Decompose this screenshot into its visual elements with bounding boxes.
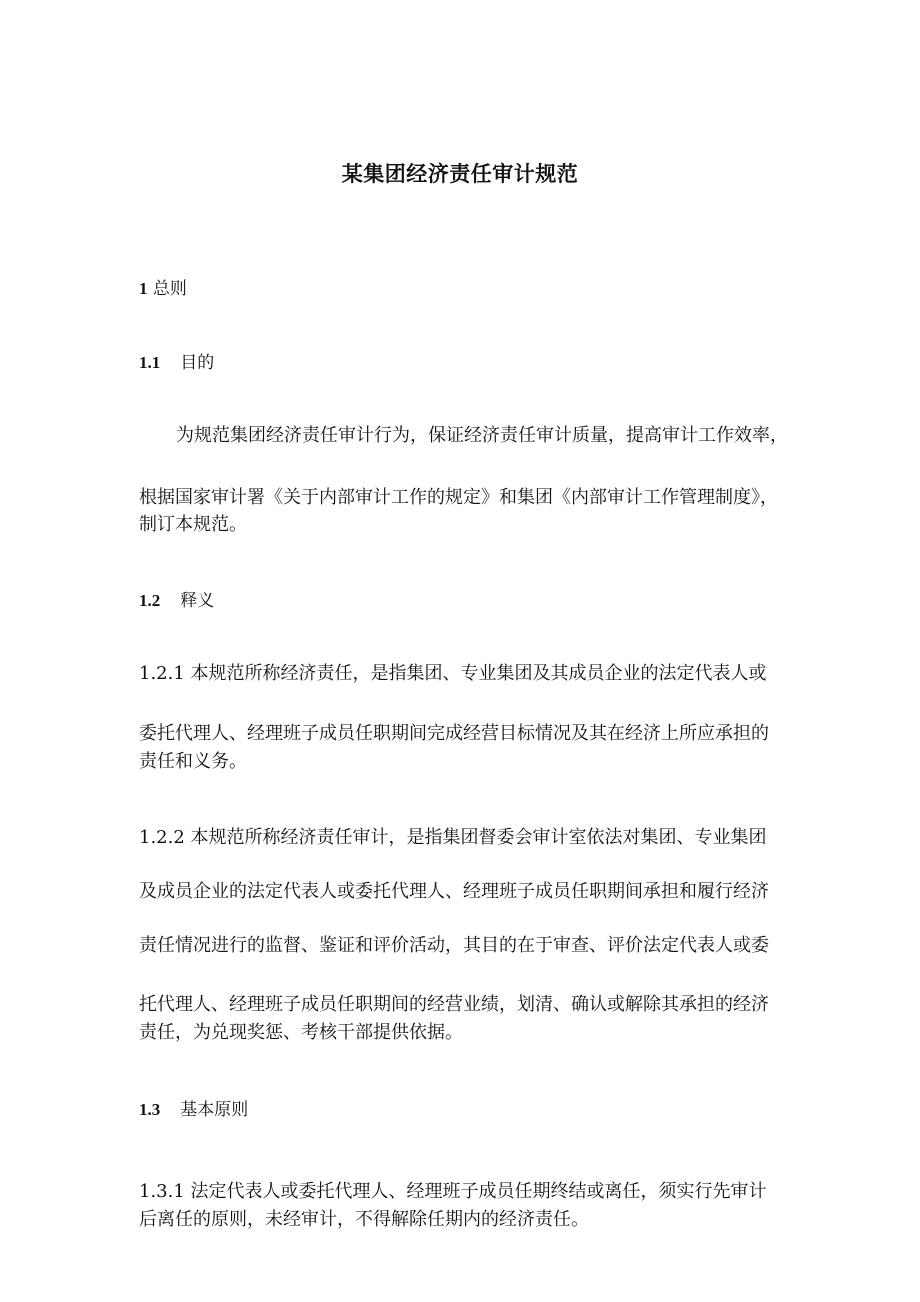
paragraph-line: 根据国家审计署《关于内部审计工作的规定》和集团《内部审计工作管理制度》， (139, 487, 778, 508)
section-heading-1-3 (139, 1099, 248, 1121)
section-number: 1.2 (139, 591, 161, 610)
paragraph-line: 责任和义务。 (139, 751, 247, 772)
section-number: 1.1 (139, 353, 161, 372)
section-number: 1 (139, 279, 148, 298)
paragraph-line: 后离任的原则，未经审计，不得解除任期内的经济责任。 (139, 1209, 589, 1230)
document-title: 某集团经济责任审计规范 (341, 162, 579, 186)
paragraph-line: 制订本规范。 (139, 514, 247, 535)
section-title: 释义 (180, 591, 215, 611)
paragraph-line: 1.2.2 本规范所称经济责任审计，是指集团督委会审计室依法对集团、专业集团 (139, 827, 767, 848)
section-title: 目的 (180, 353, 215, 373)
paragraph-line: 责任情况进行的监督、鉴证和评价活动，其目的在于审查、评价法定代表人或委 (139, 935, 769, 956)
section-heading-1 (139, 278, 187, 300)
section-title: 总则 (152, 279, 187, 299)
paragraph-line: 1.2.1 本规范所称经济责任，是指集团、专业集团及其成员企业的法定代表人或 (139, 663, 767, 684)
paragraph-line: 委托代理人、经理班子成员任职期间完成经营目标情况及其在经济上所应承担的 (139, 723, 769, 744)
paragraph-line: 责任，为兑现奖惩、考核干部提供依据。 (139, 1022, 463, 1043)
paragraph-line: 1.3.1 法定代表人或委托代理人、经理班子成员任期终结或离任，须实行先审计 (139, 1181, 767, 1202)
paragraph-line: 托代理人、经理班子成员任职期间的经营业绩，划清、确认或解除其承担的经济 (139, 994, 769, 1015)
section-heading-1-1 (139, 352, 214, 374)
section-title: 基本原则 (180, 1100, 249, 1120)
paragraph-line: 及成员企业的法定代表人或委托代理人、经理班子成员任职期间承担和履行经济 (139, 881, 769, 902)
paragraph-line: 为规范集团经济责任审计行为，保证经济责任审计质量，提高审计工作效率， (176, 425, 788, 446)
section-number: 1.3 (139, 1100, 161, 1119)
section-heading-1-2 (139, 590, 214, 612)
